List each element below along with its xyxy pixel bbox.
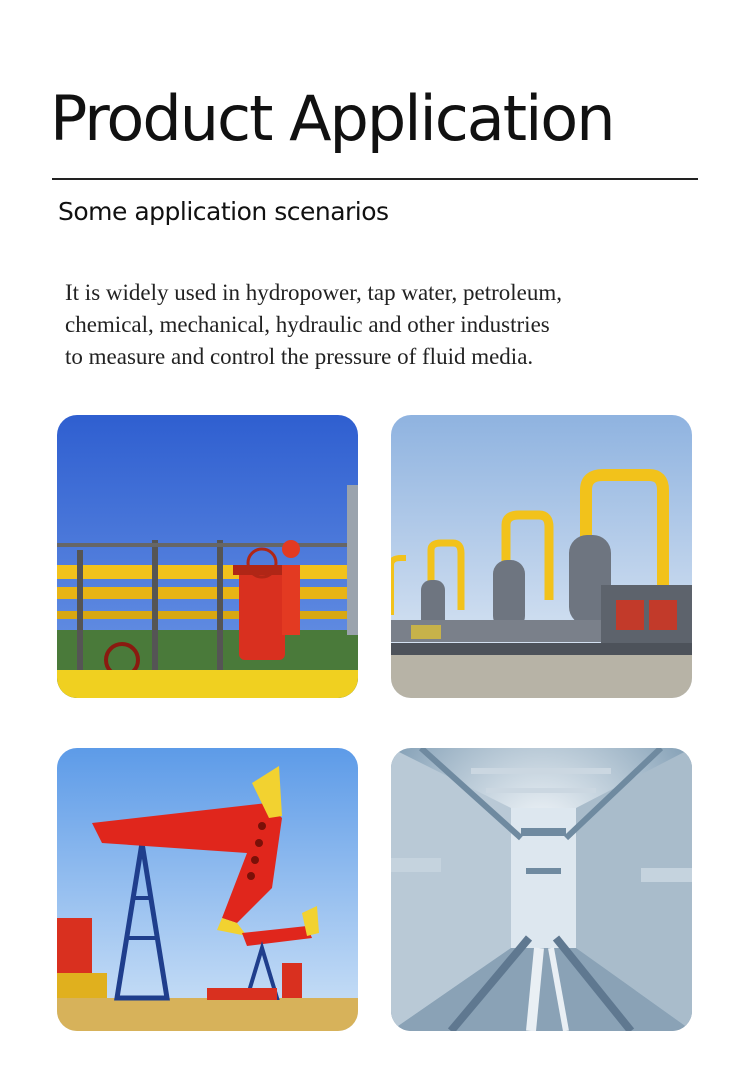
application-description <box>65 277 705 373</box>
title-divider <box>52 178 698 180</box>
photo-steel-ductwork <box>391 748 692 1031</box>
photo-oil-pumpjacks <box>57 748 358 1031</box>
photo-pipeline-worker <box>57 415 358 698</box>
description-line: to measure and control the pressure of fluid media. <box>65 344 534 369</box>
photo-gas-station-pipes <box>391 415 692 698</box>
section-subtitle: Some application scenarios <box>58 197 389 226</box>
description-line: chemical, mechanical, hydraulic and other industries <box>65 312 550 337</box>
description-line: It is widely used in hydropower, tap water, petroleum, <box>65 280 563 305</box>
page-title: Product Application <box>50 82 614 155</box>
